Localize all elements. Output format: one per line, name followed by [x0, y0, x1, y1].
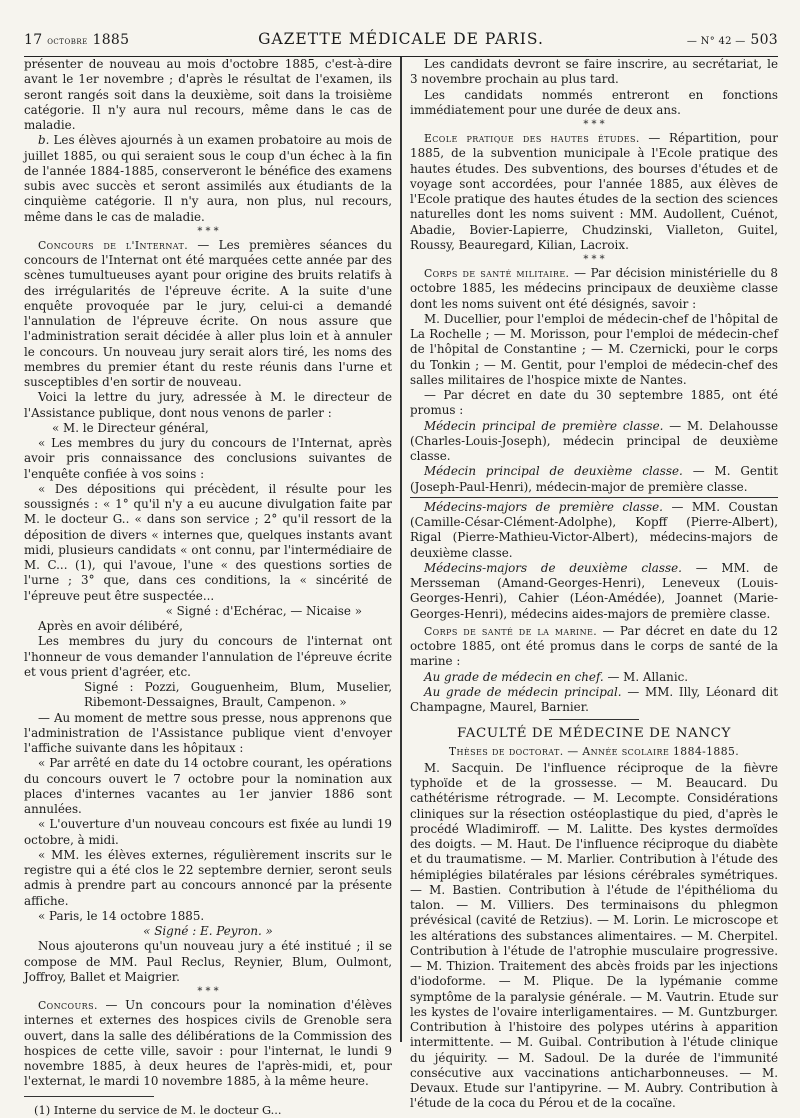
paragraph: « Des dépositions qui précèdent, il résulte pour les soussignés : « 1° qu'il n'y a eu aucune divulgation faite par M. le docteur G.. « dans son service ; 2° qu'il ressort de la déposition de divers « internes que, quelques instants avant midi, plusieurs candidats « ont connu, par l'intermédiaire de M. C... (1), qui l'avoue, l'une « des questions sorties de l'urne ; 3° que, dans ces conditions, la « sincérité de l'épreuve peut être suspectée...	[24, 481, 392, 603]
section-heading: Concours.	[38, 999, 98, 1012]
issue-no-label: — N° 42 —	[686, 36, 746, 47]
paragraph: « Les membres du jury du concours de l'Internat, après avoir pris connaissance des conclusions suivantes de l'enquête confiée à vos soins :	[24, 436, 392, 481]
promotion-entry	[410, 561, 778, 622]
paragraph: Après en avoir délibéré,	[38, 619, 183, 633]
page-header	[24, 30, 778, 52]
paragraph	[24, 133, 392, 225]
section-rule	[549, 719, 639, 720]
paragraph-text: — Répartition, pour 1885, de la subvention municipale à l'Ecole pratique des hautes études. Des subventions, des bourses d'études et de voyage sont accordées, pour l'année 1885, aux élèves de l'Ecole pratique des hautes études de la section des sciences naturelles dont les noms suivent : MM. Audollent, Cuénot, Abadie, Bovier-Lapierre, Chudzinski, Vialleton, Guitel, Roussy, Beauregard, Kilian, Lacroix.	[410, 131, 778, 252]
promotion-entry	[410, 500, 778, 561]
promotion-text: — MM. de Mersseman (Amand-Georges-Henri), Leneveux (Louis-Georges-Henri), Cahier (Léon-Amédée), Joannet (Marie-Georges-Henri), médecins aides-majors de première classe.	[410, 560, 778, 621]
section-heading: Ecole pratique des hautes études.	[424, 132, 640, 145]
section-stars: * * *	[197, 225, 219, 237]
columns	[24, 57, 779, 1117]
paragraph: présenter de nouveau au mois d'octobre 1885, c'est-à-dire avant le 1er novembre ; d'après le résultat de l'examen, ils seront rangés soit dans la deuxième, soit dans la troisième catégorie. Il n'y aura nul recours, même dans le cas de maladie.	[24, 57, 392, 132]
promotion-text: — M. Gentit (Joseph-Paul-Henri), médecin-major de première classe.	[410, 464, 778, 494]
paragraph: « Paris, le 14 octobre 1885.	[38, 908, 205, 923]
right-column	[410, 57, 779, 1111]
paragraph: Voici la lettre du jury, adressée à M. le directeur de l'Assistance publique, dont nous venons de parler :	[24, 390, 392, 420]
signature: « Signé : d'Echérac, — Nicaise »	[165, 603, 362, 618]
paragraph: « L'ouverture d'un nouveau concours est fixée au lundi 19 octobre, à midi.	[24, 817, 392, 847]
promotion-entry	[410, 464, 778, 495]
paragraph: — Au moment de mettre sous presse, nous apprenons que l'administration de l'Assistance publique vient d'envoyer l'affiche suivante dans les hôpitaux :	[24, 710, 392, 755]
paragraph-internat	[24, 238, 392, 391]
footnote-rule	[24, 1096, 154, 1097]
promotion-entry	[410, 670, 778, 685]
paragraph-corps-militaire	[410, 266, 778, 312]
signature: Signé : Pozzi, Gouguenheim, Blum, Muselier, Ribemont-Dessaignes, Brault, Campenon. »	[84, 680, 392, 710]
promotion-text: — MM. Coustan (Camille-César-Clément-Adolphe), Kopff (Pierre-Albert), Rigal (Pierre-Mathieu-Victor-Albert), médecins-majors de deuxième classe.	[410, 499, 779, 560]
footnote: (1) Interne du service de M. le docteur G...	[34, 1102, 282, 1117]
issue-month: octobre	[47, 36, 88, 47]
item-letter: b.	[38, 133, 50, 148]
letter-salutation: « M. le Directeur général,	[52, 420, 209, 435]
issue-day: 17	[24, 32, 43, 48]
left-column	[24, 57, 392, 1117]
signature: « Signé : E. Peyron. »	[143, 924, 273, 938]
issue-year: 1885	[92, 32, 130, 48]
theses-list: M. Sacquin. De l'influence réciproque de la fièvre typhoïde et de la grossesse. — M. Beaucard. Du cathétérisme rétrograde. — M. Lecompte. Considérations cliniques sur la résection ostéoplastique du pied, d'après le procédé Wladimiroff. — M. Lalitte. Des kystes dermoïdes des doigts. — M. Haut. De l'influence réciproque du diabète et du traumatisme. — M. Marlier. Contribution à l'étude des hémiplégies bilatérales par lésions cérébrales symétriques. — M. Bastien. Contribution à l'étude de l'épithélioma du talon. — M. Villiers. Des terminaisons du phlegmon prévésical (cavité de Retzius). — M. Lorin. Le microscope et les altérations des substances alimentaires. — M. Cherpitel. Contribution à l'étude de l'atrophie musculaire progressive. — M. Thizion. Traitement des abcès froids par les injections d'iodoforme. — M. Plique. De la lypémanie comme symptôme de la paralysie générale. — M. Vautrin. Etude sur les kystes de l'ovaire interligamentaires. — M. Guntzburger. Contribution à l'histoire des polypes utérins à apparition intermittente. — M. Guibal. Contribution à l'étude clinique du jéquirity. — M. Sadoul. De la durée de l'immunité consécutive aux vaccinations anticharbonneuses. — M. Devaux. Etude sur l'antipyrine. — M. Aubry. Contribution à l'étude de la coca du Pérou et de la cocaïne.	[410, 760, 778, 1111]
grade-label: Au grade de médecin principal.	[424, 684, 622, 699]
paragraph: Les candidats devront se faire inscrire, au secrétariat, le 3 novembre prochain au plus tard.	[410, 57, 778, 87]
paragraph-text: — Les premières séances du concours de l'Internat ont été marquées cette année par des scènes tumultueuses ayant pour origine des bruits relatifs à des irrégularités de l'épreuve écrite. A la suite d'une enquête provoquée par le jury, celui-ci a demandé l'annulation de l'épreuve écrite. On nous assure que l'administration serait décidée à aller plus loin et à annuler le concours. Un nouveau jury serait alors tiré, les noms des membres du premier étant du reste réunis dans l'urne et susceptibles d'en sortir de nouveau.	[24, 237, 392, 389]
paragraph: Les candidats nommés entreront en fonctions immédiatement pour une durée de deux ans.	[410, 87, 778, 117]
paragraph-concours	[24, 998, 392, 1090]
paragraph-text: — Par décret en date du 12 octobre 1885, ont été promus dans le corps de santé de la marine :	[410, 623, 778, 669]
theses-heading: Thèses de doctorat. — Année scolaire 1884-1885.	[448, 744, 740, 758]
journal-title: GAZETTE MÉDICALE DE PARIS.	[258, 30, 544, 48]
paragraph: M. Ducellier, pour l'emploi de médecin-chef de l'hôpital de La Rochelle ; — M. Morisson, pour l'emploi de médecin-chef de l'hôpital de Constantine ; — M. Czernicki, pour le corps du Tonkin ; — M. Gentit, pour l'emploi de médecin-chef des salles militaires de l'hospice mixte de Nantes.	[410, 311, 778, 387]
grade-label: Médecins-majors de première classe.	[424, 499, 663, 514]
section-stars: * * *	[583, 254, 605, 265]
section-heading: Corps de santé de la marine.	[424, 624, 598, 638]
page-number: 503	[750, 32, 778, 48]
paragraph-text: — Un concours pour la nomination d'élèves internes et externes des hospices civils de Grenoble sera ouvert, dans la salle des délibérations de la Commission des hospices de cette ville, savoir : pour l'internat, le lundi 9 novembre 1885, à deux heures de l'après-midi, et, pour l'externat, le mardi 10 novembre 1885, à la même heure.	[24, 998, 392, 1089]
promotion-entry	[410, 419, 778, 465]
promotion-entry	[410, 685, 778, 716]
paragraph: — Par décret en date du 30 septembre 1885, ont été promus :	[410, 388, 778, 418]
section-heading: Corps de santé militaire.	[424, 267, 570, 280]
paragraph-text: — Par décision ministérielle du 8 octobre 1885, les médecins principaux de deuxième classe dont les noms suivent ont été désignés, savoir :	[410, 266, 778, 311]
paragraph: Les membres du jury du concours de l'internat ont l'honneur de vous demander l'annulation de l'épreuve écrite et vous prient d'agréer, etc.	[24, 634, 392, 679]
paragraph: Nous ajouterons qu'un nouveau jury a été institué ; il se compose de MM. Paul Reclus, Reynier, Blum, Oulmont, Joffroy, Ballet et Maigrier.	[24, 939, 392, 984]
promotion-text: — M. Allanic.	[603, 669, 689, 684]
paragraph: « Par arrêté en date du 14 octobre courant, les opérations du concours ouvert le 7 octobre pour la nomination aux places d'internes vacantes au 1er janvier 1886 sont annulées.	[24, 756, 392, 816]
section-heading: Concours de l'Internat.	[38, 238, 189, 252]
promotion-text: — MM. Illy, Léonard dit Champagne, Maurel, Barnier.	[410, 684, 778, 714]
section-stars: * * *	[197, 986, 219, 997]
grade-label: Médecin principal de deuxième classe.	[424, 464, 683, 479]
paragraph: « MM. les élèves externes, régulièrement inscrits sur le registre qui a été clos le 22 septembre dernier, seront seuls admis à prendre part au concours annoncé par la présente affiche.	[24, 847, 392, 908]
faculty-heading: FACULTÉ DE MÉDECINE DE NANCY	[457, 726, 731, 742]
paragraph-marine	[410, 624, 778, 670]
column-separator	[400, 57, 402, 1042]
rule	[410, 497, 778, 498]
paragraph-ecole	[410, 131, 778, 253]
section-stars: * * *	[583, 119, 605, 130]
grade-label: Médecins-majors de deuxième classe.	[424, 560, 682, 575]
issue-number	[687, 32, 778, 48]
paragraph-text: Les élèves ajournés à un examen probatoire au mois de juillet 1885, ou qui seraient sous le coup d'un échec à la fin de l'année 1884-1885, conserveront le bénéfice des examens subis avec succès et seront assimilés aux étudiants de la cinquième catégorie. Il n'y aura, non plus, nul recours, même dans le cas de maladie.	[24, 133, 392, 224]
grade-label: Au grade de médecin en chef.	[424, 669, 604, 684]
promotion-text: — M. Delahousse (Charles-Louis-Joseph), médecin principal de deuxième classe.	[410, 418, 778, 463]
grade-label: Médecin principal de première classe.	[424, 418, 664, 433]
